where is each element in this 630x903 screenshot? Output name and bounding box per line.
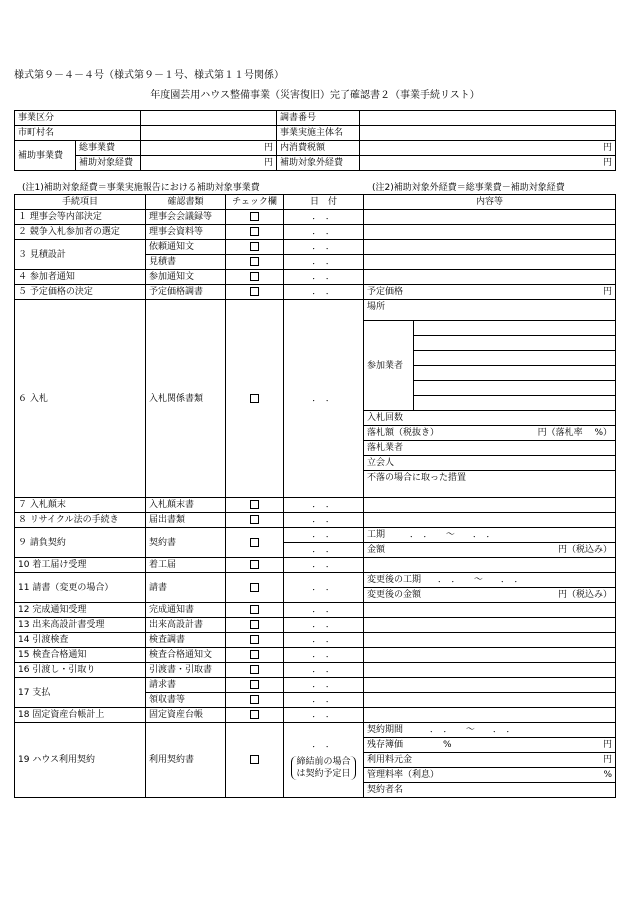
date-cell[interactable]: ． ． bbox=[284, 513, 364, 528]
table-row bbox=[15, 633, 616, 648]
checkbox-icon[interactable] bbox=[250, 227, 259, 236]
bid-count-label: 入札回数 bbox=[367, 413, 404, 423]
principal-unit: 円 bbox=[603, 755, 613, 765]
date-cell[interactable]: ． ． bbox=[284, 210, 364, 225]
doc-label: 完成通知書 bbox=[146, 603, 226, 618]
checkbox-icon[interactable] bbox=[250, 257, 259, 266]
doc-label: 請書 bbox=[146, 573, 226, 603]
new-amount-cell[interactable] bbox=[364, 588, 616, 603]
doc-label: 参加通知文 bbox=[146, 270, 226, 285]
date-cell[interactable]: ． ． bbox=[284, 708, 364, 723]
check-cell[interactable] bbox=[226, 573, 284, 603]
witness-cell[interactable] bbox=[364, 456, 616, 471]
page-title: 年度園芸用ハウス整備事業（災害復旧）完了確認書２（事業手続リスト） bbox=[150, 90, 480, 101]
checkbox-icon[interactable] bbox=[250, 695, 259, 704]
note-2: (注2)補助対象外経費＝総事業費－補助対象経費 bbox=[372, 183, 565, 193]
check-cell[interactable] bbox=[226, 663, 284, 678]
field-chosho-bango[interactable] bbox=[360, 111, 616, 126]
item-label: ３ 見積設計 bbox=[15, 240, 146, 270]
new-period-cell[interactable] bbox=[364, 573, 616, 588]
fee-rate-unit: % bbox=[603, 770, 613, 780]
checkbox-icon[interactable] bbox=[250, 665, 259, 674]
item-label: 17 支払 bbox=[15, 678, 146, 708]
contract-period-cell[interactable] bbox=[364, 723, 616, 738]
item-label: ６ 入札 bbox=[15, 300, 146, 498]
doc-label: 届出書類 bbox=[146, 513, 226, 528]
procedure-table bbox=[14, 194, 616, 798]
residual-cell[interactable] bbox=[364, 738, 616, 753]
item-label: 14 引渡検査 bbox=[15, 633, 146, 648]
field-jisshi-shutai[interactable] bbox=[360, 126, 616, 141]
check-cell[interactable] bbox=[226, 210, 284, 225]
label-chosho-bango: 調書番号 bbox=[277, 111, 360, 126]
place-label: 場所 bbox=[367, 302, 386, 312]
checkbox-icon[interactable] bbox=[250, 635, 259, 644]
check-cell[interactable] bbox=[226, 225, 284, 240]
date-cell[interactable] bbox=[284, 723, 364, 798]
content-cell[interactable] bbox=[364, 498, 616, 513]
date-note-line-2: は契約予定日 bbox=[296, 769, 351, 779]
participant-field[interactable] bbox=[414, 366, 616, 381]
witness-label: 立会人 bbox=[367, 458, 395, 468]
date-cell[interactable]: ． ． bbox=[284, 240, 364, 255]
fee-rate-cell[interactable] bbox=[364, 768, 616, 783]
contractor-cell[interactable] bbox=[364, 783, 616, 798]
check-cell[interactable] bbox=[226, 618, 284, 633]
table-row bbox=[15, 663, 616, 678]
date-cell[interactable]: ． ． bbox=[284, 543, 364, 558]
yen-unit: 円 bbox=[264, 158, 274, 168]
yen-unit: 円 bbox=[603, 158, 613, 168]
new-period-label: 変更後の工期 bbox=[367, 575, 422, 585]
table-row bbox=[15, 603, 616, 618]
contract-period-label: 契約期間 bbox=[367, 725, 404, 735]
field-jigyo-kubun[interactable] bbox=[141, 111, 277, 126]
doc-label: 着工届 bbox=[146, 558, 226, 573]
place-cell[interactable] bbox=[364, 300, 616, 321]
table-row bbox=[15, 723, 616, 738]
checkbox-icon[interactable] bbox=[250, 500, 259, 509]
table-row bbox=[15, 285, 616, 300]
principal-cell[interactable] bbox=[364, 753, 616, 768]
table-row bbox=[15, 573, 616, 588]
table-row bbox=[15, 648, 616, 663]
date-cell[interactable]: ． ． bbox=[284, 693, 364, 708]
content-cell[interactable] bbox=[364, 270, 616, 285]
checkbox-icon[interactable] bbox=[250, 620, 259, 629]
field-shichoson[interactable] bbox=[141, 126, 277, 141]
amount-cell[interactable] bbox=[364, 543, 616, 558]
content-cell[interactable] bbox=[364, 603, 616, 618]
content-cell[interactable] bbox=[364, 240, 616, 255]
content-cell[interactable] bbox=[364, 513, 616, 528]
doc-label: 検査調書 bbox=[146, 633, 226, 648]
date-cell[interactable]: ． ． bbox=[284, 678, 364, 693]
winner-label: 落札業者 bbox=[367, 443, 404, 453]
label-taishogai-keihi: 補助対象外経費 bbox=[277, 156, 360, 171]
table-row bbox=[15, 708, 616, 723]
checkbox-icon[interactable] bbox=[250, 680, 259, 689]
amount-unit: 円（税込み） bbox=[558, 545, 613, 555]
date-cell[interactable]: ． ． bbox=[284, 300, 364, 498]
check-cell[interactable] bbox=[226, 270, 284, 285]
participant-field[interactable] bbox=[414, 396, 616, 411]
date-note-line-1: 締結前の場合 bbox=[296, 757, 351, 767]
period-label: 工期 bbox=[367, 530, 386, 540]
residual-label: 残存簿価 bbox=[367, 740, 404, 750]
table-row bbox=[15, 513, 616, 528]
period-dots: ． ． ～ ． ． bbox=[409, 530, 496, 540]
content-cell[interactable] bbox=[364, 633, 616, 648]
checkbox-icon[interactable] bbox=[250, 583, 259, 592]
checkbox-icon[interactable] bbox=[250, 394, 259, 403]
checkbox-icon[interactable] bbox=[250, 755, 259, 764]
content-cell[interactable] bbox=[364, 648, 616, 663]
item-label: １ 理事会等内部決定 bbox=[15, 210, 146, 225]
content-cell[interactable] bbox=[364, 225, 616, 240]
form-number: 様式第９－４－４号（様式第９－１号、様式第１１号関係） bbox=[14, 70, 284, 81]
field-shohizei[interactable] bbox=[360, 141, 616, 156]
doc-label: 固定資産台帳 bbox=[146, 708, 226, 723]
check-cell[interactable] bbox=[226, 255, 284, 270]
col-header-item: 手続項目 bbox=[15, 195, 146, 210]
check-cell[interactable] bbox=[226, 693, 284, 708]
date-dots: ． ． bbox=[312, 740, 335, 750]
checkbox-icon[interactable] bbox=[250, 272, 259, 281]
doc-label: 領収書等 bbox=[146, 693, 226, 708]
checkbox-icon[interactable] bbox=[250, 212, 259, 221]
date-cell[interactable]: ． ． bbox=[284, 558, 364, 573]
item-label: 11 請書（変更の場合） bbox=[15, 573, 146, 603]
item-label: 10 着工届け受理 bbox=[15, 558, 146, 573]
table-row bbox=[15, 240, 616, 255]
new-amount-label: 変更後の金額 bbox=[367, 590, 422, 600]
label-sojigyohi: 総事業費 bbox=[76, 141, 141, 156]
table-row bbox=[15, 678, 616, 693]
table-row bbox=[15, 210, 616, 225]
checkbox-icon[interactable] bbox=[250, 538, 259, 547]
table-row bbox=[15, 498, 616, 513]
label-shohizei: 内消費税額 bbox=[277, 141, 360, 156]
item-label: ７ 入札顛末 bbox=[15, 498, 146, 513]
date-cell[interactable]: ． ． bbox=[284, 285, 364, 300]
participant-field[interactable] bbox=[414, 321, 616, 336]
check-cell[interactable] bbox=[226, 708, 284, 723]
new-period-dots: ． ． ～ ． ． bbox=[437, 575, 524, 585]
table-row bbox=[15, 300, 616, 321]
content-label: 予定価格 bbox=[367, 287, 404, 297]
field-taisho-keihi[interactable] bbox=[141, 156, 277, 171]
participant-field[interactable] bbox=[414, 381, 616, 396]
check-cell[interactable] bbox=[226, 558, 284, 573]
item-label: 18 固定資産台帳計上 bbox=[15, 708, 146, 723]
date-cell[interactable]: ． ． bbox=[284, 663, 364, 678]
principal-label: 利用料元金 bbox=[367, 755, 413, 765]
participants-label: 参加業者 bbox=[364, 321, 414, 411]
content-cell[interactable] bbox=[364, 285, 616, 300]
table-row bbox=[15, 225, 616, 240]
check-cell[interactable] bbox=[226, 240, 284, 255]
doc-label: 入札関係書類 bbox=[146, 300, 226, 498]
bid-count-cell[interactable] bbox=[364, 411, 616, 426]
checkbox-icon[interactable] bbox=[250, 605, 259, 614]
doc-label: 予定価格調書 bbox=[146, 285, 226, 300]
date-note bbox=[291, 756, 355, 780]
field-sojigyohi[interactable] bbox=[141, 141, 277, 156]
content-cell[interactable] bbox=[364, 663, 616, 678]
date-cell[interactable]: ． ． bbox=[284, 270, 364, 285]
date-cell[interactable]: ． ． bbox=[284, 498, 364, 513]
table-row bbox=[15, 528, 616, 543]
table-row bbox=[15, 618, 616, 633]
participant-field[interactable] bbox=[414, 336, 616, 351]
check-cell[interactable] bbox=[226, 648, 284, 663]
item-label: ２ 競争入札参加者の選定 bbox=[15, 225, 146, 240]
failed-measure-label: 不落の場合に取った措置 bbox=[367, 473, 467, 483]
checkbox-icon[interactable] bbox=[250, 710, 259, 719]
new-amount-unit: 円（税込み） bbox=[558, 590, 613, 600]
winner-cell[interactable] bbox=[364, 441, 616, 456]
checkbox-icon[interactable] bbox=[250, 560, 259, 569]
label-jigyo-kubun: 事業区分 bbox=[15, 111, 141, 126]
table-row bbox=[15, 270, 616, 285]
doc-label: 依頼通知文 bbox=[146, 240, 226, 255]
content-cell[interactable] bbox=[364, 678, 616, 693]
table-row bbox=[15, 558, 616, 573]
check-cell[interactable] bbox=[226, 603, 284, 618]
check-cell[interactable] bbox=[226, 678, 284, 693]
doc-label: 理事会資料等 bbox=[146, 225, 226, 240]
residual-pct: % bbox=[443, 740, 452, 750]
residual-unit: 円 bbox=[603, 740, 613, 750]
doc-label: 理事会会議録等 bbox=[146, 210, 226, 225]
doc-label: 出来高設計書 bbox=[146, 618, 226, 633]
content-cell[interactable] bbox=[364, 618, 616, 633]
date-cell[interactable]: ． ． bbox=[284, 573, 364, 603]
item-label: ８ リサイクル法の手続き bbox=[15, 513, 146, 528]
date-cell[interactable]: ． ． bbox=[284, 618, 364, 633]
note-1: (注1)補助対象経費＝事業実施報告における補助対象事業費 bbox=[22, 183, 260, 193]
date-cell[interactable]: ． ． bbox=[284, 528, 364, 543]
date-cell[interactable]: ． ． bbox=[284, 255, 364, 270]
yen-unit: 円 bbox=[603, 143, 613, 153]
bid-amount-label: 落札額（税抜き） bbox=[367, 428, 440, 438]
doc-label: 請求書 bbox=[146, 678, 226, 693]
checkbox-icon[interactable] bbox=[250, 515, 259, 524]
content-cell[interactable] bbox=[364, 558, 616, 573]
fee-rate-label: 管理料率（利息） bbox=[367, 770, 440, 780]
date-cell[interactable]: ． ． bbox=[284, 603, 364, 618]
label-taisho-keihi: 補助対象経費 bbox=[76, 156, 141, 171]
item-label: ４ 参加者通知 bbox=[15, 270, 146, 285]
checkbox-icon[interactable] bbox=[250, 650, 259, 659]
participant-field[interactable] bbox=[414, 351, 616, 366]
col-header-check: チェック欄 bbox=[226, 195, 284, 210]
check-cell[interactable] bbox=[226, 633, 284, 648]
bid-amount-unit: 円（落札率 %） bbox=[537, 428, 613, 438]
doc-label: 契約書 bbox=[146, 528, 226, 558]
bid-amount-cell[interactable] bbox=[364, 426, 616, 441]
checkbox-icon[interactable] bbox=[250, 287, 259, 296]
col-header-date: 日 付 bbox=[284, 195, 364, 210]
check-cell[interactable] bbox=[226, 285, 284, 300]
col-header-doc: 確認書類 bbox=[146, 195, 226, 210]
check-cell[interactable] bbox=[226, 723, 284, 798]
check-cell[interactable] bbox=[226, 513, 284, 528]
checkbox-icon[interactable] bbox=[250, 242, 259, 251]
item-label: ９ 請負契約 bbox=[15, 528, 146, 558]
field-taishogai-keihi[interactable] bbox=[360, 156, 616, 171]
period-cell[interactable] bbox=[364, 528, 616, 543]
contractor-label: 契約者名 bbox=[367, 785, 404, 795]
item-label: 12 完成通知受理 bbox=[15, 603, 146, 618]
label-jisshi-shutai: 事業実施主体名 bbox=[277, 126, 360, 141]
date-cell[interactable]: ． ． bbox=[284, 225, 364, 240]
content-cell[interactable] bbox=[364, 210, 616, 225]
date-cell[interactable]: ． ． bbox=[284, 633, 364, 648]
content-cell[interactable] bbox=[364, 693, 616, 708]
yen-unit: 円 bbox=[264, 143, 274, 153]
doc-label: 利用契約書 bbox=[146, 723, 226, 798]
label-hojo-jigyohi: 補助事業費 bbox=[15, 141, 76, 171]
doc-label: 見積書 bbox=[146, 255, 226, 270]
item-label: 15 検査合格通知 bbox=[15, 648, 146, 663]
yen-unit: 円 bbox=[603, 287, 613, 297]
check-cell[interactable] bbox=[226, 300, 284, 498]
info-table bbox=[14, 110, 616, 171]
doc-label: 引渡書・引取書 bbox=[146, 663, 226, 678]
item-label: 19 ハウス利用契約 bbox=[15, 723, 146, 798]
contract-period-dots: ． ． ～ ． ． bbox=[429, 725, 516, 735]
item-label: 13 出来高設計書受理 bbox=[15, 618, 146, 633]
check-cell[interactable] bbox=[226, 528, 284, 558]
failed-measure-cell[interactable] bbox=[364, 471, 616, 498]
amount-label: 金額 bbox=[367, 545, 386, 555]
item-label: 16 引渡し・引取り bbox=[15, 663, 146, 678]
check-cell[interactable] bbox=[226, 498, 284, 513]
doc-label: 検査合格通知文 bbox=[146, 648, 226, 663]
item-label: ５ 予定価格の決定 bbox=[15, 285, 146, 300]
content-cell[interactable] bbox=[364, 708, 616, 723]
content-cell[interactable] bbox=[364, 255, 616, 270]
doc-label: 入札顛末書 bbox=[146, 498, 226, 513]
label-shichoson: 市町村名 bbox=[15, 126, 141, 141]
date-cell[interactable]: ． ． bbox=[284, 648, 364, 663]
col-header-content: 内容等 bbox=[364, 195, 616, 210]
